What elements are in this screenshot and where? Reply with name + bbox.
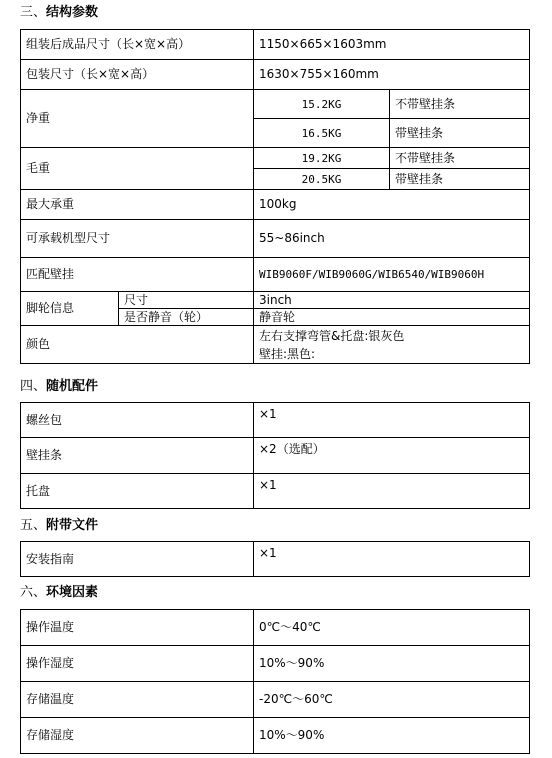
- section-title: 随机配件: [46, 379, 99, 394]
- accessory-value: ×1: [254, 403, 530, 438]
- table-row: [21, 190, 530, 220]
- table-row: [21, 258, 530, 292]
- accessory-value: ×2（选配）: [254, 438, 530, 474]
- env-value: -20℃～60℃: [254, 682, 530, 718]
- tv-size-value: 55~86inch: [254, 220, 530, 258]
- package-size-value: 1630×755×160mm: [254, 60, 530, 90]
- net-weight-value-a: 15.2KG: [254, 90, 390, 119]
- accessory-value: ×1: [254, 474, 530, 509]
- caster-size-value: 3inch: [254, 292, 530, 309]
- package-size-label: 包装尺寸（长×宽×高）: [21, 60, 254, 90]
- table-row: [21, 30, 530, 60]
- document-label: 安装指南: [21, 542, 254, 577]
- accessory-label: 托盘: [21, 474, 254, 509]
- gross-weight-value-a: 19.2KG: [254, 148, 390, 169]
- table-row: [21, 542, 530, 577]
- caster-info-label: 脚轮信息: [21, 292, 119, 326]
- table-row: [21, 438, 530, 474]
- section-number: 三、: [20, 5, 47, 20]
- wall-mount-value: WIB9060F/WIB9060G/WIB6540/WIB9060H: [254, 258, 530, 292]
- table-row: [21, 474, 530, 509]
- table-row: [21, 610, 530, 646]
- color-value: [254, 326, 530, 364]
- section-number: 五、: [20, 518, 47, 533]
- accessory-label: 壁挂条: [21, 438, 254, 474]
- section-title: 附带文件: [46, 518, 99, 533]
- env-value: 10%～90%: [254, 646, 530, 682]
- wall-mount-label: 匹配壁挂: [21, 258, 254, 292]
- section-title: 结构参数: [46, 5, 99, 20]
- document-value: ×1: [254, 542, 530, 577]
- table-row: [21, 682, 530, 718]
- net-weight-note-b: 带壁挂条: [390, 119, 530, 148]
- table-row: [21, 90, 530, 119]
- net-weight-value-b: 16.5KG: [254, 119, 390, 148]
- section-title: 环境因素: [46, 585, 99, 600]
- max-load-label: 最大承重: [21, 190, 254, 220]
- env-label: 操作温度: [21, 610, 254, 646]
- color-label: 颜色: [21, 326, 254, 364]
- max-load-value: 100kg: [254, 190, 530, 220]
- section-heading-documents: [20, 518, 98, 534]
- gross-weight-value-b: 20.5KG: [254, 169, 390, 190]
- structure-params-table: [20, 29, 530, 364]
- caster-silent-label: 是否静音（轮）: [119, 309, 254, 326]
- env-label: 操作湿度: [21, 646, 254, 682]
- table-row: [21, 60, 530, 90]
- caster-size-label: 尺寸: [119, 292, 254, 309]
- table-row: [21, 292, 530, 309]
- table-row: [21, 718, 530, 754]
- section-heading-accessories: [20, 379, 98, 395]
- table-row: [21, 326, 530, 364]
- table-row: [21, 646, 530, 682]
- documents-table: [20, 541, 530, 577]
- env-value: 10%～90%: [254, 718, 530, 754]
- section-number: 四、: [20, 379, 47, 394]
- accessories-table: [20, 402, 530, 509]
- section-heading-environment: [20, 585, 98, 601]
- color-line-2: 壁挂:黑色:: [259, 346, 316, 361]
- env-value: 0℃～40℃: [254, 610, 530, 646]
- net-weight-label: 净重: [21, 90, 254, 148]
- section-heading-structure: [20, 5, 98, 21]
- gross-weight-label: 毛重: [21, 148, 254, 190]
- color-line-1: 左右支撑弯管&托盘:银灰色: [259, 328, 405, 343]
- assembled-size-label: 组装后成品尺寸（长×宽×高）: [21, 30, 254, 60]
- env-label: 存储湿度: [21, 718, 254, 754]
- gross-weight-note-a: 不带壁挂条: [390, 148, 530, 169]
- environment-table: [20, 609, 530, 754]
- caster-silent-value: 静音轮: [254, 309, 530, 326]
- net-weight-note-a: 不带壁挂条: [390, 90, 530, 119]
- tv-size-label: 可承载机型尺寸: [21, 220, 254, 258]
- table-row: [21, 148, 530, 169]
- gross-weight-note-b: 带壁挂条: [390, 169, 530, 190]
- section-number: 六、: [20, 585, 47, 600]
- env-label: 存储温度: [21, 682, 254, 718]
- accessory-label: 螺丝包: [21, 403, 254, 438]
- assembled-size-value: 1150×665×1603mm: [254, 30, 530, 60]
- table-row: [21, 403, 530, 438]
- table-row: [21, 220, 530, 258]
